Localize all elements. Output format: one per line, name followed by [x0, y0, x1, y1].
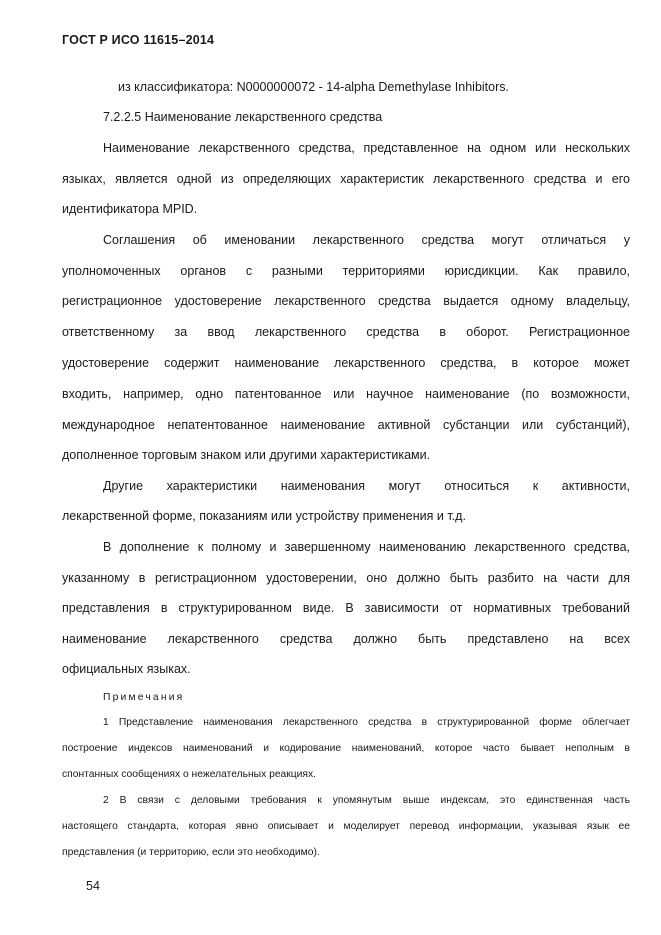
section-heading: 7.2.2.5 Наименование лекарственного средства — [103, 110, 383, 124]
text-line: В дополнение к полному и завершенному наименованию лекарственного средства, — [103, 540, 630, 554]
text-line: уполномоченных органов с разными территориями юрисдикции. Как правило, — [62, 264, 630, 278]
text-line: международное непатентованное наименование активной субстанции или субстанций), — [62, 418, 630, 432]
note-line: 1 Представление наименования лекарственного средства в структурированной форме облегчает — [103, 717, 630, 728]
text-line: удостоверение содержит наименование лекарственного средства, в которое может — [62, 356, 630, 370]
note-line: 2 В связи с деловыми требования к упомянутым выше индексам, это единственная часть — [103, 795, 630, 806]
standard-header: ГОСТ Р ИСО 11615–2014 — [62, 33, 215, 47]
text-line: идентификатора MPID. — [62, 202, 198, 216]
text-line: указанному в регистрационном удостоверении, оно должно быть разбито на части для — [62, 571, 630, 585]
text-line: из классификатора: N0000000072 - 14-alpha Demethylase Inhibitors. — [118, 80, 509, 94]
note-line: представления (и территорию, если это необходимо). — [62, 847, 320, 858]
text-line: наименование лекарственного средства должно быть представлено на всех — [62, 632, 630, 646]
text-line: Наименование лекарственного средства, представленное на одном или нескольких — [103, 141, 630, 155]
note-line: спонтанных сообщениях о нежелательных реакциях. — [62, 769, 317, 780]
text-line: входить, например, одно патентованное или научное наименование (по возможности, — [62, 387, 630, 401]
text-line: дополненное торговым знаком или другими характеристиками. — [62, 448, 431, 462]
notes-heading: Примечания — [103, 692, 185, 703]
text-line: языках, является одной из определяющих характеристик лекарственного средства и его — [62, 172, 630, 186]
text-line: лекарственной форме, показаниям или устройству применения и т.д. — [62, 509, 466, 523]
text-line: ответственному за ввод лекарственного средства в оборот. Регистрационное — [62, 325, 630, 339]
text-line: официальных языках. — [62, 662, 191, 676]
text-line: Соглашения об именовании лекарственного средства могут отличаться у — [103, 233, 630, 247]
text-line: регистрационное удостоверение лекарственного средства выдается одному владельцу, — [62, 294, 630, 308]
note-line: построение индексов наименований и кодирование наименований, которое часто бывает неполным в — [62, 743, 630, 754]
note-line: настоящего стандарта, которая явно описывает и моделирует перевод информации, указывая язык ее — [62, 821, 630, 832]
text-line: Другие характеристики наименования могут относиться к активности, — [103, 479, 630, 493]
page-number: 54 — [86, 879, 100, 893]
text-line: представления в структурированном виде. В зависимости от нормативных требований — [62, 601, 630, 615]
